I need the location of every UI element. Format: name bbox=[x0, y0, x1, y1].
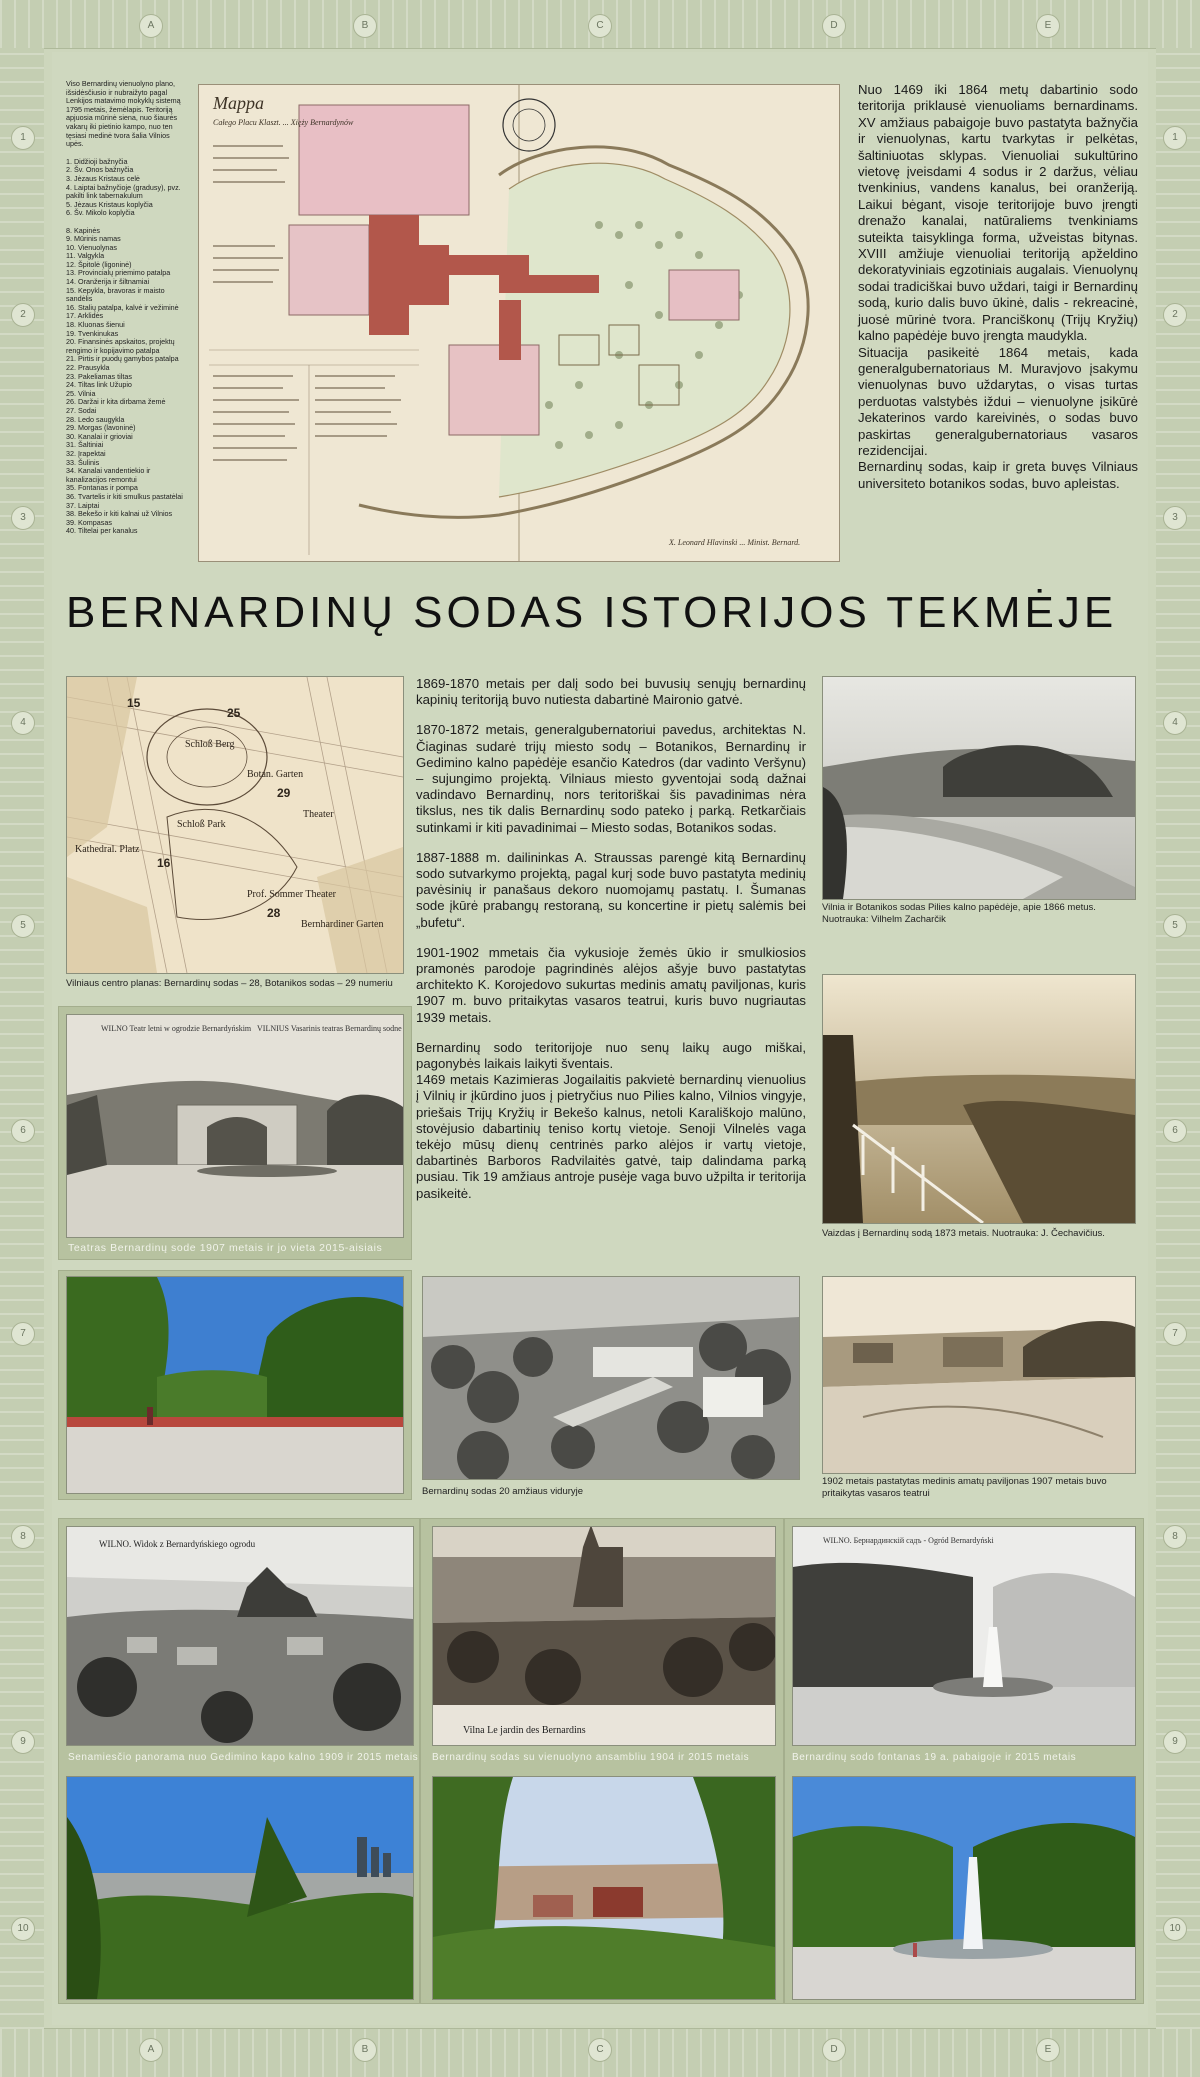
map-subheading: Całego Placu Klaszt. ... Xięży Bernardynów bbox=[213, 118, 354, 127]
legend-item: 11. Valgykla bbox=[66, 251, 105, 261]
grid-row-label: 2 bbox=[1163, 303, 1187, 327]
legend-item: 26. Daržai ir kita dirbama žemė bbox=[66, 397, 166, 407]
legend-intro: Viso Bernardinų vienuolyno plano, išsidėsčiusio ir nubraižyto pagal Lenkijos matavimo mokyklų sistemą 1795 metais, žemėlapis. Teritoriją apjuosia mūrinė siena, nuo šiaurės vakarų iki pietinio kampo, nuo ten tęsiasi medinė tvora šalia Vilnios upės. bbox=[66, 79, 181, 149]
legend-item: 14. Oranžerija ir šiltnamiai bbox=[66, 277, 150, 287]
photo-view-1873 bbox=[822, 974, 1136, 1224]
body-paragraph: 1869-1870 metais per dalį sodo bei buvusių senųjų bernardinų kapinių teritoriją buvo nutiesta dabartinė Maironio gatvė. bbox=[416, 676, 806, 708]
city-map-label: Kathedral. Platz bbox=[75, 844, 140, 855]
city-map-label: Theater bbox=[303, 809, 334, 820]
photo-park-2015 bbox=[66, 1276, 404, 1494]
photo-ensemble-1904 bbox=[432, 1526, 776, 1746]
legend-item: 10. Vienuolynas bbox=[66, 242, 118, 252]
legend-item: 3. Jėzaus Kristaus celė bbox=[66, 173, 140, 183]
postcard-text-right: VILNIUS Vasarinis teatras Bernardinų sodne bbox=[257, 1024, 402, 1033]
photo-mid20-caption: Bernardinų sodas 20 amžiaus viduryje bbox=[422, 1486, 584, 1497]
panorama-postcard-text: WILNO. Widok z Bernardyńskiego ogrodu bbox=[99, 1539, 256, 1549]
grid-col-label: E bbox=[1036, 2038, 1060, 2062]
photo-vilnia-1866 bbox=[822, 676, 1136, 900]
historical-map-1795 bbox=[198, 84, 840, 562]
legend-item: 13. Provincialų priemimo patalpa bbox=[66, 268, 171, 278]
historical-map-drawing bbox=[199, 85, 839, 561]
body-paragraph: 1901-1902 mmetais čia vykusioje žemės ūkio ir smulkiosios pramonės parodoje pagrindinės alėjos ašyje buvo pastatytas architekto K. Korojedovo sukurtas medinis amatų paviljonas, kuris 1907 m. buvo pritaikytas vasaros teatrui, kuris buvo nugriautas 1939 metais. bbox=[416, 944, 806, 1025]
city-map-label: Schloß Berg bbox=[185, 739, 235, 750]
svg-text:16: 16 bbox=[157, 856, 171, 870]
mid-20th-drawing bbox=[423, 1277, 799, 1479]
grid-row-label: 1 bbox=[1163, 126, 1187, 150]
legend-item: 12. Špitolė (ligoninė) bbox=[66, 259, 132, 269]
grid-col-label: D bbox=[822, 14, 846, 38]
grid-col-label: A bbox=[139, 14, 163, 38]
legend-list bbox=[66, 158, 188, 536]
grid-col-label: B bbox=[353, 2038, 377, 2062]
city-map-label: Prof. Sommer Theater bbox=[247, 889, 336, 900]
grid-row-label: 7 bbox=[11, 1322, 35, 1346]
legend-item: 33. Šulinis bbox=[66, 457, 100, 467]
legend-item: 5. Jėzaus Kristaus koplyčia bbox=[66, 199, 153, 209]
legend-item: 31. Šaltiniai bbox=[66, 440, 104, 450]
photo-1866-drawing bbox=[823, 677, 1135, 899]
legend-item: 2. Šv. Onos bažnyčia bbox=[66, 165, 134, 175]
page-title: BERNARDINŲ SODAS ISTORIJOS TEKMĖJE bbox=[66, 588, 1118, 637]
grid-col-label: D bbox=[822, 2038, 846, 2062]
body-paragraph: 1870-1872 metais, generalgubernatoriui pavedus, architektas N. Čiaginas sudarė trijų miesto sodų – Botanikos, Bernardinų ir Gedimino kalno papėdėje esančio Katedros (dar vadinto Veršynu) – sujungimo projektą. Vilniaus miesto gyventojai sodą dažnai vadindavo Bernardinų, nors teritoriškai šis pavadinimas nėra tikslus, nes tik dalis Bernardinų sodo pateko į parką. Retkarčiais sutinkami ir kiti pavadinimai – Miesto sodas, Botanikos sodas. bbox=[416, 722, 806, 835]
postcard-text-left: WILNO Teatr letni w ogrodzie Bernardyńskim bbox=[101, 1024, 252, 1033]
pavilion-1902-drawing bbox=[823, 1277, 1135, 1473]
ensemble-2015-drawing bbox=[433, 1777, 775, 1999]
photo-fountain-19c bbox=[792, 1526, 1136, 1746]
legend-item: 24. Tiltas link Užupio bbox=[66, 380, 132, 390]
svg-text:15: 15 bbox=[127, 696, 141, 710]
grid-row-label: 5 bbox=[11, 914, 35, 938]
legend-item: 9. Mūrinis namas bbox=[66, 234, 121, 244]
legend-item: 23. Pakeliamas tiltas bbox=[66, 371, 132, 381]
map-heading: Mappa bbox=[213, 93, 264, 113]
city-center-plan bbox=[66, 676, 404, 974]
fountain-postcard-text: WILNO. Бернардинскій садъ - Ogród Bernardyński bbox=[823, 1536, 994, 1545]
intro-paragraph: Bernardinų sodas, kaip ir greta buvęs Vilniaus universiteto botanikos sodas, buvo apleistas. bbox=[858, 459, 1138, 491]
grid-row-label: 2 bbox=[11, 303, 35, 327]
grid-col-label: E bbox=[1036, 14, 1060, 38]
theatre-caption: Teatras Bernardinų sode 1907 metais ir jo vieta 2015-aisiais bbox=[68, 1242, 383, 1254]
legend-item: 6. Šv. Mikolo koplyčia bbox=[66, 208, 135, 218]
map-legend bbox=[66, 80, 188, 536]
grid-row-label: 3 bbox=[1163, 506, 1187, 530]
svg-text:29: 29 bbox=[277, 786, 291, 800]
grid-row-label: 6 bbox=[11, 1119, 35, 1143]
grid-row-label: 8 bbox=[11, 1525, 35, 1549]
legend-item: 36. Tvartelis ir kiti smulkus pastatėlai bbox=[66, 491, 183, 501]
legend-item: 30. Kanalai ir grioviai bbox=[66, 431, 133, 441]
legend-item: 37. Laiptai bbox=[66, 500, 100, 510]
grid-col-label: C bbox=[588, 14, 612, 38]
photo-1902-caption: 1902 metais pastatytas medinis amatų paviljonas 1907 metais buvo pritaikytas vasaros teatrui bbox=[822, 1476, 1107, 1499]
grid-row-label: 9 bbox=[1163, 1730, 1187, 1754]
legend-item: 1. Didžioji bažnyčia bbox=[66, 156, 128, 166]
grid-row-label: 10 bbox=[11, 1917, 35, 1941]
legend-item: 27. Sodai bbox=[66, 405, 97, 415]
intro-text bbox=[858, 82, 1138, 492]
fountain-2015-drawing bbox=[793, 1777, 1135, 1999]
photo-1873-caption: Vaizdas į Bernardinų sodą 1873 metais. Nuotrauka: J. Čechavičius. bbox=[822, 1228, 1105, 1239]
grid-row-label: 10 bbox=[1163, 1917, 1187, 1941]
intro-paragraph: Nuo 1469 iki 1864 metų dabartinio sodo teritorija priklausė vienuoliams bernardinams. XV amžiaus pabaigoje buvo pastatyta bažnyčia ir vienuolynas, kartu tvarkytas ir pelkėtas, šaltiniuotas sklypas. Vienuoliai sukultūrino vietovę įveisdami 4 sodus ir 2 daržus, vėliau tvenkinius, vandens kanalus, bei oranžeriją. Laikui bėgant, visoje teritorijoje buvo įrengti drenažo kanalai, natūraliems tvenkiniams suteikta taisyklinga forma, užveistas bitynas. XVIII amžiuje vienuoliai teritoriją apželdino dekoratyviniais egzotiniais augalais. Vienuolynų sodai tradiciškai buvo uždari, taigi ir Bernardinų sodą, kurio dalis buvo ūkinė, dalis - rekreacinė, juosė mūrinė tvora. Pranciškonų (Trijų Kryžių) kalno papėdėje buvo įrengta maudykla. bbox=[858, 82, 1138, 344]
photo-theatre-postcard bbox=[66, 1014, 404, 1238]
legend-item: 15. Kepykla, bravoras ir maisto sandėlis bbox=[66, 285, 165, 304]
panorama-2015-drawing bbox=[67, 1777, 413, 1999]
grid-col-label: A bbox=[139, 2038, 163, 2062]
legend-item: 8. Kapinės bbox=[66, 225, 100, 235]
legend-item: 20. Finansinės apskaitos, projektų rengimo ir kopijavimo patalpa bbox=[66, 337, 175, 355]
park-2015-drawing bbox=[67, 1277, 403, 1493]
map-signature: X. Leonard Hlavinski ... Minist. Bernard. bbox=[669, 538, 801, 547]
grid-row-label: 5 bbox=[1163, 914, 1187, 938]
grid-row-label: 4 bbox=[1163, 711, 1187, 735]
photo-1866-caption: Vilnia ir Botanikos sodas Pilies kalno papėdėje, apie 1866 metus. Nuotrauka: Vilhelm Zacharčik bbox=[822, 902, 1096, 925]
city-plan-caption: Vilniaus centro planas: Bernardinų sodas – 28, Botanikos sodas – 29 numeriu bbox=[66, 978, 393, 989]
svg-text:25: 25 bbox=[227, 706, 241, 720]
body-paragraph: 1469 metais Kazimieras Jogailaitis pakvietė bernardinų vienuolius į Vilnių ir įkūrdino juos į pietryčius nuo Pilies kalno, Vilnios vingyje, priešais Trijų Kryžių ir Bekešo kalnus, netoli Karališkojo malūno, stovėjusio dabartinių teniso kortų vietoje. Senoji Vilnelės vaga tekėjo mūsų dienų centrinės parko alėjos ir vartų vietoje, dabartinės Barboros Radvilaitės gatvė, taip dalindama parką pusiau. Tik 19 amžiaus antroje pusėje vaga buvo užpilta ir teritorija pasikeitė. bbox=[416, 1072, 806, 1201]
city-plan-drawing bbox=[67, 677, 403, 973]
photo-1873-drawing bbox=[823, 975, 1135, 1223]
city-map-label: Schloß Park bbox=[177, 819, 226, 830]
svg-text:28: 28 bbox=[267, 906, 281, 920]
panorama-1909-drawing bbox=[67, 1527, 413, 1745]
photo-ensemble-2015 bbox=[432, 1776, 776, 2000]
grid-row-label: 1 bbox=[11, 126, 35, 150]
legend-item: 22. Prausykla bbox=[66, 363, 110, 372]
legend-item: 35. Fontanas ir pompa bbox=[66, 483, 138, 493]
ensemble-postcard-text: Vilna Le jardin des Bernardins bbox=[463, 1725, 586, 1736]
legend-item: 19. Tvenkinukas bbox=[66, 328, 119, 338]
grid-row-label: 6 bbox=[1163, 1119, 1187, 1143]
photo-pavilion-1902 bbox=[822, 1276, 1136, 1474]
grid-row-label: 8 bbox=[1163, 1525, 1187, 1549]
legend-item: 38. Bekešo ir kiti kalnai už Vilnios bbox=[66, 509, 173, 519]
legend-item: 34. Kanalai vandentiekio ir kanalizacijos remontui bbox=[66, 466, 151, 484]
legend-item: 28. Ledo saugykla bbox=[66, 414, 125, 424]
ensemble-1904-drawing bbox=[433, 1527, 775, 1745]
city-map-label: Bernhardiner Garten bbox=[301, 919, 384, 930]
photo-panorama-2015 bbox=[66, 1776, 414, 2000]
grid-row-label: 4 bbox=[11, 711, 35, 735]
city-map-label: Botan. Garten bbox=[247, 769, 304, 780]
grid-row-label: 9 bbox=[11, 1730, 35, 1754]
legend-item: 25. Vilnia bbox=[66, 388, 96, 398]
legend-item: 39. Kompasas bbox=[66, 517, 112, 527]
intro-paragraph: Situacija pasikeitė 1864 metais, kada generalgubernatoriaus M. Muravjovo įsakymu vienuolynas buvo uždarytas, o visas turtas perduotas valstybės iždui – vienuolyne įsikūrė Jekaterinos vardo kareivinės, o sodas buvo paskirtas generalgubernatoriaus vasaros rezidencijai. bbox=[858, 344, 1138, 458]
body-paragraph: Bernardinų sodo teritorijoje nuo senų laikų augo miškai, pagonybės laikais laikyti šventais. bbox=[416, 1039, 806, 1072]
legend-item: 18. Kluonas šienui bbox=[66, 320, 125, 330]
legend-item: 32. Įrapektai bbox=[66, 448, 106, 458]
main-text bbox=[416, 676, 806, 1202]
photo-fountain-2015 bbox=[792, 1776, 1136, 2000]
body-paragraph: 1887-1888 m. dailininkas A. Straussas parengė kitą Bernardinų sodo sutvarkymo projektą, pagal kurį sode buvo pastatyta medinių pavėsinių ir panašaus dekoro nuomojamų pastatų. I. Šumanas sode įkūrė prabangų restoraną, su koncertine ir pietų salėmis bei „bufetu“. bbox=[416, 849, 806, 930]
theatre-postcard-drawing bbox=[67, 1015, 403, 1237]
grid-col-label: C bbox=[588, 2038, 612, 2062]
legend-item: 17. Arklidės bbox=[66, 311, 104, 321]
grid-row-label: 7 bbox=[1163, 1322, 1187, 1346]
grid-row-label: 3 bbox=[11, 506, 35, 530]
legend-item: 40. Tiltelai per kanalus bbox=[66, 526, 138, 536]
fountain-caption: Bernardinų sodo fontanas 19 a. pabaigoje ir 2015 metais bbox=[792, 1752, 1077, 1763]
photo-panorama-1909 bbox=[66, 1526, 414, 1746]
legend-item: 29. Morgas (lavoninė) bbox=[66, 423, 136, 433]
legend-item: 21. Pirtis ir puodų gamybos patalpa bbox=[66, 354, 179, 364]
legend-item: 16. Stalių patalpa, kalvė ir vežiminė bbox=[66, 302, 179, 312]
legend-item: 4. Laiptai bažnyčioje (gradusy), pvz. pakilti link tabernakulum bbox=[66, 182, 181, 201]
panorama-caption: Senamiesčio panorama nuo Gedimino kapo kalno 1909 ir 2015 metais bbox=[68, 1752, 419, 1763]
grid-col-label: B bbox=[353, 14, 377, 38]
fountain-19c-drawing bbox=[793, 1527, 1135, 1745]
photo-mid-20th-century bbox=[422, 1276, 800, 1480]
ensemble-caption: Bernardinų sodas su vienuolyno ansambliu 1904 ir 2015 metais bbox=[432, 1752, 750, 1763]
